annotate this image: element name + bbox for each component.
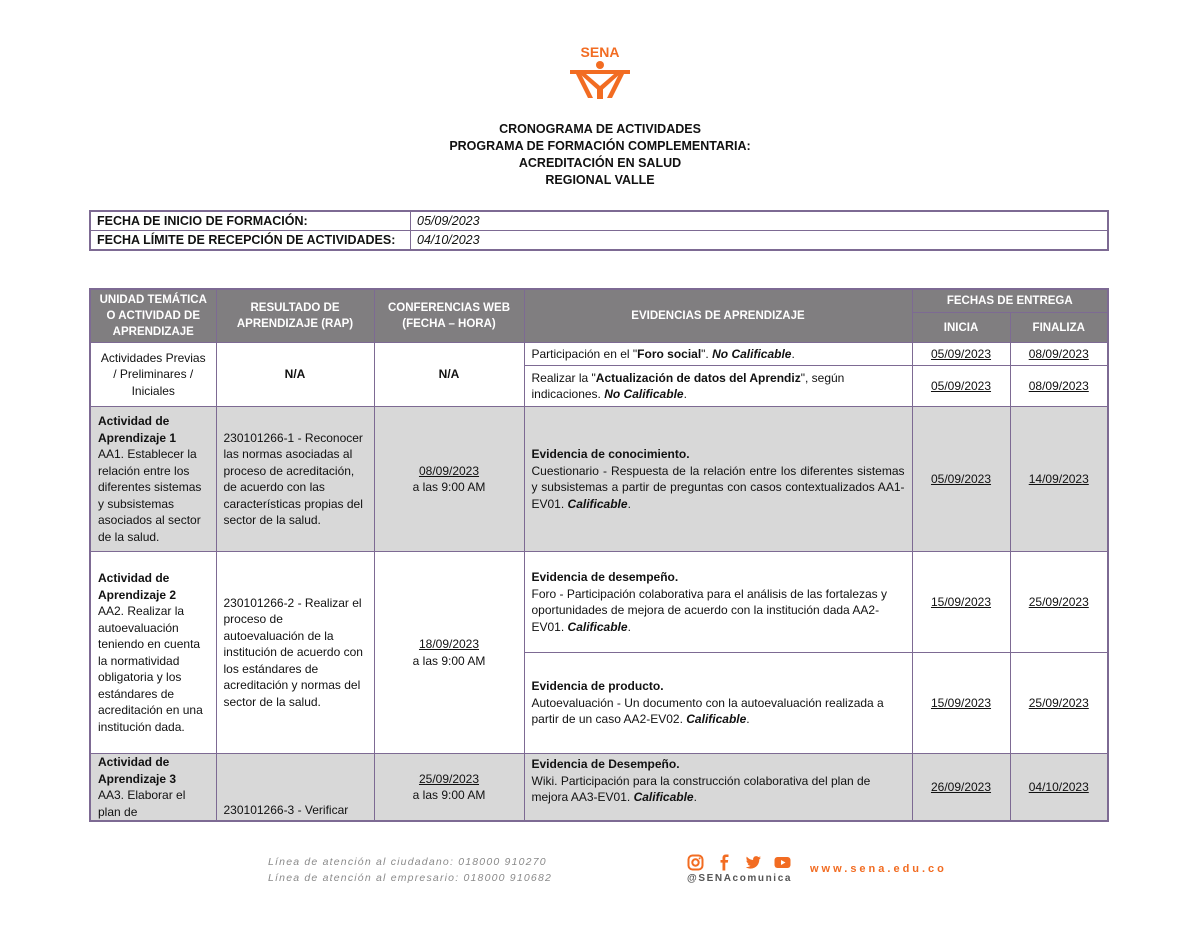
aa2-web-time: a las 9:00 AM bbox=[412, 653, 486, 668]
twitter-icon[interactable] bbox=[745, 854, 762, 871]
prev-ev1-finish: 08/09/2023 bbox=[1010, 343, 1108, 366]
prev-ev1-pre: Participación en el " bbox=[531, 346, 638, 361]
aa2-ev1-title: Evidencia de desempeño. bbox=[531, 570, 679, 584]
aa3-web-time: a las 9:00 AM bbox=[412, 788, 486, 802]
prev-ev2-finish: 08/09/2023 bbox=[1010, 366, 1108, 407]
header-evidence: EVIDENCIAS DE APRENDIZAJE bbox=[524, 289, 912, 343]
aa1-finish: 14/09/2023 bbox=[1010, 407, 1108, 552]
start-date-value: 05/09/2023 bbox=[411, 211, 1109, 231]
aa3-rap: 230101266-3 - Verificar bbox=[216, 754, 374, 822]
deadline-row bbox=[90, 231, 1108, 251]
aa3-ev-text: Wiki. Participación para la construcción colaborativa del plan de mejora AA3-EV01. bbox=[531, 773, 871, 804]
title-line-1: CRONOGRAMA DE ACTIVIDADES bbox=[499, 122, 701, 136]
aa2-ev2-start: 15/09/2023 bbox=[912, 653, 1010, 754]
aa1-ev-end: . bbox=[627, 496, 631, 511]
start-date-row bbox=[90, 211, 1108, 231]
social-handle: @SENAcomunica bbox=[687, 873, 793, 884]
aa2-unit-title: Actividad de Aprendizaje 2 bbox=[98, 571, 177, 602]
footer-contact bbox=[268, 854, 552, 886]
title-line-4: REGIONAL VALLE bbox=[545, 173, 655, 187]
instagram-icon[interactable] bbox=[687, 854, 704, 871]
aa1-start: 05/09/2023 bbox=[912, 407, 1010, 552]
prev-ev2-pre: Realizar la " bbox=[531, 370, 596, 385]
social-icons bbox=[687, 854, 792, 871]
aa1-ev-text: Cuestionario - Respuesta de la relación entre los diferentes sistemas y subsistemas a partir de preguntas con casos contextualizados AA1-EV01. bbox=[531, 463, 905, 511]
aa1-web-date: 08/09/2023 bbox=[418, 463, 480, 478]
table-row bbox=[90, 552, 1108, 653]
header-start: INICIA bbox=[912, 313, 1010, 343]
aa1-unit-text: AA1. Establecer la relación entre los diferentes sistemas y subsistemas asociados al sector de la salud. bbox=[98, 447, 202, 544]
aa2-ev1-text: Foro - Participación colaborativa para el análisis de las fortalezas y oportunidades de mejora de acuerdo con la institución dada AA2-EV01. bbox=[531, 586, 888, 634]
aa2-unit bbox=[90, 552, 216, 754]
aa2-unit-text: AA2. Realizar la autoevaluación teniendo en cuenta la normatividad obligatoria y los estándares de acreditación en una institución dada. bbox=[98, 604, 203, 734]
aa3-web-date: 25/09/2023 bbox=[418, 771, 480, 786]
dates-table bbox=[89, 210, 1109, 251]
deadline-label: FECHA LÍMITE DE RECEPCIÓN DE ACTIVIDADES: bbox=[90, 231, 411, 251]
aa1-unit bbox=[90, 407, 216, 552]
prev-rap: N/A bbox=[216, 343, 374, 407]
prev-evidence-1 bbox=[524, 343, 912, 366]
header-web: CONFERENCIAS WEB (FECHA – HORA) bbox=[374, 289, 524, 343]
prev-ev2-bold: Actualización de datos del Aprendiz bbox=[595, 370, 801, 385]
prev-unit: Actividades Previas / Preliminares / Iniciales bbox=[90, 343, 216, 407]
aa2-ev1-finish: 25/09/2023 bbox=[1010, 552, 1108, 653]
aa2-ev2-finish: 25/09/2023 bbox=[1010, 653, 1108, 754]
prev-ev2-end: . bbox=[683, 387, 687, 401]
aa3-ev-title: Evidencia de Desempeño. bbox=[531, 757, 680, 771]
aa2-ev1-start: 15/09/2023 bbox=[912, 552, 1010, 653]
aa3-ev-end: . bbox=[693, 790, 697, 804]
aa1-ev-title: Evidencia de conocimiento. bbox=[531, 447, 690, 461]
aa3-evidence bbox=[524, 754, 912, 822]
website-link[interactable]: www.sena.edu.co bbox=[810, 863, 947, 875]
svg-text:SENA: SENA bbox=[580, 44, 620, 60]
aa2-ev2-end: . bbox=[746, 712, 750, 727]
youtube-icon[interactable] bbox=[774, 854, 791, 871]
aa3-unit-text: AA3. Elaborar el plan de bbox=[98, 788, 186, 819]
prev-ev1-italic: No Calificable bbox=[712, 346, 792, 361]
table-row bbox=[90, 343, 1108, 366]
schedule-table bbox=[89, 288, 1109, 822]
prev-ev2-italic: No Calificable bbox=[604, 387, 684, 401]
aa2-ev1-end: . bbox=[627, 619, 631, 634]
aa1-web bbox=[374, 407, 524, 552]
business-line: Línea de atención al empresario: 018000 910682 bbox=[268, 872, 553, 884]
header-end: FINALIZA bbox=[1010, 313, 1108, 343]
facebook-icon[interactable] bbox=[716, 854, 733, 871]
table-row bbox=[90, 407, 1108, 552]
table-row bbox=[90, 754, 1108, 822]
deadline-value: 04/10/2023 bbox=[411, 231, 1109, 251]
aa2-ev2-text: Autoevaluación - Un documento con la autoevaluación realizada a partir de un caso AA2-EV02. bbox=[531, 695, 884, 727]
prev-ev2-start: 05/09/2023 bbox=[912, 366, 1010, 407]
aa3-finish: 04/10/2023 bbox=[1010, 754, 1108, 822]
prev-web: N/A bbox=[374, 343, 524, 407]
aa1-ev-italic: Calificable bbox=[567, 496, 628, 511]
header-rap: RESULTADO DE APRENDIZAJE (RAP) bbox=[216, 289, 374, 343]
prev-ev2-mid: ", según indicaciones. bbox=[531, 370, 845, 401]
aa2-ev2-italic: Calificable bbox=[686, 712, 747, 727]
aa3-unit-title: Actividad de Aprendizaje 3 bbox=[98, 755, 177, 786]
start-date-label: FECHA DE INICIO DE FORMACIÓN: bbox=[90, 211, 411, 231]
header-row-1 bbox=[90, 289, 1108, 313]
title-line-2: PROGRAMA DE FORMACIÓN COMPLEMENTARIA: bbox=[449, 139, 751, 153]
header-unit: UNIDAD TEMÁTICA O ACTIVIDAD DE APRENDIZAJE bbox=[90, 289, 216, 343]
citizen-line: Línea de atención al ciudadano: 018000 910270 bbox=[268, 856, 547, 868]
prev-ev1-end: . bbox=[791, 346, 795, 361]
aa2-web-date: 18/09/2023 bbox=[418, 637, 480, 651]
aa3-unit bbox=[90, 754, 216, 822]
sena-logo bbox=[566, 44, 634, 100]
aa2-rap: 230101266-2 - Realizar el proceso de autoevaluación de la institución de acuerdo con los estándares de acreditación y normas del sector de la salud. bbox=[216, 552, 374, 754]
aa3-start: 26/09/2023 bbox=[912, 754, 1010, 822]
aa1-web-time: a las 9:00 AM bbox=[412, 480, 486, 494]
prev-ev1-mid: ". bbox=[701, 346, 713, 361]
aa2-evidence-1 bbox=[524, 552, 912, 653]
prev-evidence-2 bbox=[524, 366, 912, 407]
aa2-evidence-2 bbox=[524, 653, 912, 754]
header-delivery: FECHAS DE ENTREGA bbox=[912, 289, 1108, 313]
aa3-ev-italic: Calificable bbox=[633, 790, 694, 804]
social-block bbox=[687, 854, 792, 884]
prev-ev1-bold: Foro social bbox=[637, 346, 702, 361]
aa1-rap: 230101266-1 - Reconocer las normas asociadas al proceso de acreditación, de acuerdo con las características propias del sector de la salud. bbox=[216, 407, 374, 552]
prev-ev1-start: 05/09/2023 bbox=[912, 343, 1010, 366]
title-line-3: ACREDITACIÓN EN SALUD bbox=[518, 156, 682, 170]
document-title bbox=[0, 121, 1200, 189]
aa1-unit-title: Actividad de Aprendizaje 1 bbox=[98, 414, 177, 445]
aa3-web bbox=[374, 754, 524, 822]
aa2-ev2-title: Evidencia de producto. bbox=[531, 679, 664, 694]
aa1-evidence bbox=[524, 407, 912, 552]
aa2-ev1-italic: Calificable bbox=[567, 619, 628, 634]
aa2-web bbox=[374, 552, 524, 754]
